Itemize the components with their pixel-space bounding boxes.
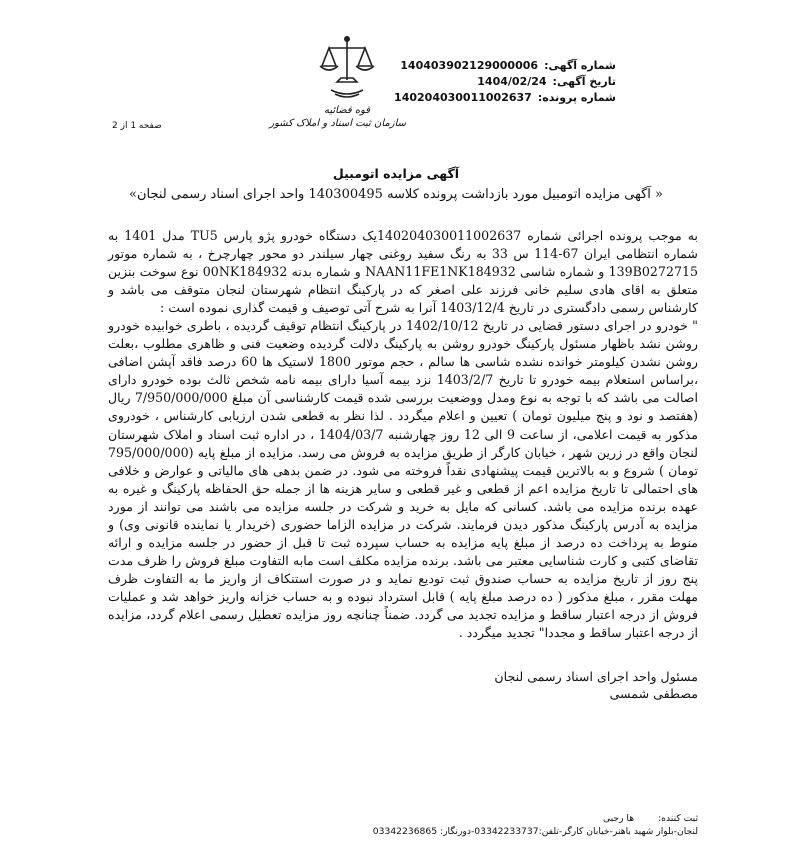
notice-body (108, 227, 698, 642)
case-number-label: شماره پرونده: (537, 91, 616, 104)
org-name-judiciary: قوه قضائیه (323, 105, 371, 116)
judiciary-emblem (269, 34, 406, 142)
ad-date-row (394, 74, 616, 90)
ad-date-value: 1404/02/24 (477, 75, 547, 88)
ad-number-row (394, 58, 616, 74)
registrar-label: ثبت کننده: (658, 813, 698, 824)
registrar-row (373, 812, 698, 825)
signoff-name: مصطفی شمسی (609, 686, 698, 701)
page-number: صفحه 1 از 2 (112, 121, 162, 131)
office-address: لنجان-بلوار شهید باهنر-خیابان کارگر-تلفن:03342233737-دورنگار: 03342236865 (372, 826, 698, 837)
body-paragraph-expert-assessment: " خودرو در اجرای دستور قضایی در تاریخ 1402/10/12 در پارکینگ انتظام توقیف گردیده ، باطری خوابیده خودرو روشن نشد باظهار مسئول پارکینگ خودرو روشن به پارکینگ دلالت گردیده وضعیت فنی و ظاهری مطلوب ،بعلت روشن نشدن کیلومتر خوانده نشده شاسی ها سالم ، حجم موتور 1800 لاستیک ها 60 درصد فاقد آپشن اضافی ،براساس استعلام بیمه خودرو تا تاریخ 1403/2/7 نزد بیمه آسیا دارای بیمه نامه شخص ثالث بوده خودرو دارای اصالت می باشد که با توجه به نوع ومدل ووضعیت بررسی شده قیمت کارشناسی آن مبلغ 7/950/000/000 ریال (هفتصد و نود و پنج میلیون تومان ) تعیین و اعلام میگردد . لذا نظر به قطعی شدن ارزیابی کارشناس ، خودروی مذکور به قیمت اعلامی، از ساعت 9 الی 12 روز چهارشنبه 1404/03/7 ، در اداره ثبت اسناد و املاک شهرستان لنجان واقع در زرین شهر ، خیابان کارگر از طریق مزایده به فروش می رسد. مزایده از مبلغ پایه (795/000/000 تومان ) شروع و به بالاترین قیمت پیشنهادی نقداً فروخته می شود. در ضمن بدهی های مالیاتی و عوارض و خلافی های احتمالی تا تاریخ مزایده اعم از قطعی و غیر قطعی و سایر هزینه ها از جمله حق الحفاظه پارکینگ و غیره به عهده برنده مزایده می باشد. کسانی که مایل به خرید و شرکت در جلسه مزایده می باشند می توانند از مورد مزایده به آدرس پارکینگ مذکور دیدن فرمایند. شرکت در مزایده الزاما حضوری (خریدار یا نماینده قانونی وی) و منوط به پرداخت ده درصد از مبلغ پایه مزایده به حساب سپرده ثبت تا قبل از حضور در جلسه مزایده و ارائه تقاضای کتبی و کارت شناسایی معتبر می باشد. برنده مزایده مکلف است مابه التفاوت مبلغ فروش را ظرف مدت پنج روز از تاریخ مزایده به حساب صندوق ثبت تودیع نماید و در صورت استنکاف از واریز ما به التفاوت ظرف مهلت مقرر ، مبلغ مذکور ( ده درصد مبلغ پایه ) قابل استرداد نبوده و به حساب خزانه واریز خواهد شد و عملیات فروش از درجه اعتبار ساقط و مزایده تجدید می گردد. ضمناً چنانچه روز مزایده تعطیل رسمی اعلام گردد، مزایده از درجه اعتبار ساقط و مجددا" تجدید میگردد . (108, 318, 699, 641)
registrar-name: ها رجبی (602, 813, 635, 824)
case-number-row (394, 90, 616, 106)
notice-title: آگهی مزایده اتومبیل (332, 166, 460, 181)
ad-metadata (394, 58, 616, 106)
case-number-value: 140204030011002637 (394, 91, 532, 104)
ad-number-value: 140403902129000006 (400, 59, 539, 72)
ad-number-label: شماره آگهی: (544, 59, 616, 72)
notice-subtitle: « آگهی مزایده اتومبیل مورد بازداشت پرونده کلاسه 140300495 واحد اجرای اسناد رسمی لنجان» (129, 187, 663, 202)
signoff (494, 668, 698, 702)
footer (373, 812, 698, 838)
org-name-registration: سازمان ثبت اسناد و املاک کشور (269, 118, 406, 129)
body-paragraph-vehicle-details: به موجب پرونده اجرائی شماره 140204030011002637یک دستگاه خودرو پژو پارس TU5 مدل 1401 به شماره انتظامی ایران 67-114 س 33 به رنگ سفید روغنی چهار سیلندر دو محور چهارچرخ ، به شماره موتور 139B0272715 و شماره شاسی NAAN11FE1NK184932 و شماره بدنه 00NK184932 نوع سوخت بنزین متعلق به اقای هادی سلیم خانی فرزند علی اصغر که در پارکینگ انتظام شهرستان لنجان متوقف می باشد و کارشناس رسمی دادگستری در تاریخ 1403/12/4 آنرا به شرح آتی توصیف و قیمت گذاری نموده است : (108, 228, 699, 316)
ad-date-label: تاریخ آگهی: (552, 75, 616, 88)
scales-of-justice-icon (317, 34, 377, 100)
signoff-title: مسئول واحد اجرای اسناد رسمی لنجان (494, 669, 698, 684)
